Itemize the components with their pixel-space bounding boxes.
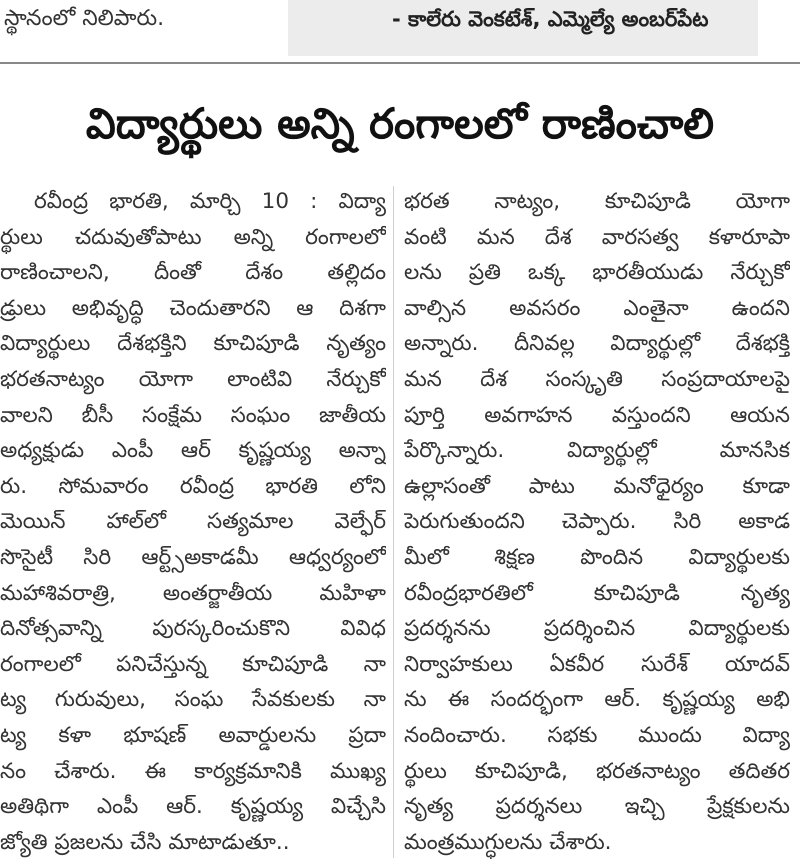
- body-line: ట్య గురువులు, సంఘ సేవకులకు నా: [0, 687, 386, 713]
- article-column-left: [0, 184, 386, 860]
- body-line: పేర్కొన్నారు. విద్యార్థుల్లో మానసిక: [404, 438, 790, 464]
- body-line: అధ్యక్షుడు ఎంపీ ఆర్ కృష్ణయ్య అన్నా: [0, 438, 386, 464]
- body-line: మహాశివరాత్రి, అంతర్జాతీయ మహిళా: [0, 580, 386, 606]
- body-line: రవీంద్ర భారతి, మార్చి 10 : విద్యా: [34, 189, 386, 214]
- section-divider: [0, 62, 800, 64]
- body-line: ఉల్లాసంతో పాటు మనోధైర్యం కూడా: [404, 473, 790, 499]
- body-line: మన దేశ సంస్కృతి సంప్రదాయాలపై: [404, 366, 790, 392]
- body-line: జ్యోతి ప్రజలను చేసి మాటాడుతూ..: [0, 829, 290, 855]
- body-line: భరతనాట్యం యోగా లాంటివి నేర్చుకో: [0, 366, 386, 392]
- body-line: వంటి మన దేశ వారసత్వ కళారూపా: [404, 224, 790, 250]
- body-line: ర్థులు చదువుతోపాటు అన్ని రంగాలలో: [0, 224, 386, 250]
- body-line: ర్థులు కూచిపూడి, భరతనాట్యం తదితర: [404, 758, 790, 784]
- article-column-right: [404, 184, 790, 860]
- body-line: అతిథిగా ఎంపీ ఆర్. కృష్ణయ్య విచ్చేసి: [0, 794, 386, 820]
- body-line: మంత్రముగ్ధులను చేశారు.: [404, 829, 612, 855]
- body-line: వాల్సిన అవసరం ఎంతైనా ఉందని: [404, 295, 790, 321]
- body-line: రాణించాలని, దీంతో దేశం తల్లిదం: [0, 260, 386, 286]
- body-line: ను ఈ సందర్భంగా ఆర్. కృష్ణయ్య అభి: [404, 687, 790, 713]
- column-divider: [393, 186, 394, 858]
- body-line: రవీంద్రభారతిలో కూచిపూడి నృత్య: [404, 580, 790, 606]
- body-line: పూర్తి అవగాహన వస్తుందని ఆయన: [404, 402, 790, 428]
- body-line: రంగాలలో పనిచేస్తున్న కూచిపూడి నా: [0, 651, 386, 677]
- previous-article-text: స్థానంలో నిలిపారు.: [4, 6, 165, 31]
- quote-box: [288, 0, 758, 56]
- previous-article-strip: [0, 0, 800, 62]
- body-line: లను ప్రతి ఒక్క భారతీయుడు నేర్చుకో: [404, 260, 790, 286]
- body-line: డ్రులు అభివృద్ధి చెందుతారని ఆ దిశగా: [0, 295, 386, 321]
- body-line: మీలో శిక్షణ పొందిన విద్యార్థులకు: [404, 544, 790, 570]
- body-line: సొసైటీ సిరి ఆర్ట్స్‌అకాడమీ ఆధ్వర్యంలో: [0, 544, 386, 570]
- body-line: భరత నాట్యం, కూచిపూడి యోగా: [404, 189, 790, 214]
- body-line: దినోత్సవాన్ని పురస్కరించుకొని వివిధ: [0, 616, 386, 642]
- body-line: మెయిన్ హాల్‌లో సత్యమాల వెల్ఫేర్: [0, 509, 386, 535]
- body-line: విద్యార్థులు దేశభక్తిని కూచిపూడి నృత్యం: [0, 331, 386, 357]
- body-line: నిర్వాహకులు ఏకవీర సురేశ్ యాదవ్: [404, 651, 790, 677]
- quote-attribution: - కాలేరు వెంకటేశ్, ఎమ్మెల్యే అంబర్‌పేట: [392, 7, 709, 31]
- body-line: వాలని బీసీ సంక్షేమ సంఘం జాతీయ: [0, 402, 386, 428]
- body-line: అన్నారు. దీనివల్ల విద్యార్థుల్లో దేశభక్తి: [404, 331, 790, 357]
- body-line: ట్య కళా భూషణ్ అవార్డులను ప్రదా: [0, 722, 386, 748]
- body-line: నృత్య ప్రదర్శనలు ఇచ్చి ప్రేక్షకులను: [404, 794, 790, 820]
- body-line: నందించారు. సభకు ముందు విద్యా: [404, 722, 790, 748]
- article-headline: విద్యార్థులు అన్ని రంగాలలో రాణించాలి: [85, 99, 715, 148]
- body-line: ప్రదర్శనను ప్రదర్శించిన విద్యార్థులకు: [404, 616, 790, 642]
- body-line: పెరుగుతుందని చెప్పారు. సిరి అకాడ: [404, 509, 790, 535]
- body-line: రు. సోమవారం రవీంద్ర భారతి లోని: [0, 473, 386, 499]
- body-line: నం చేశారు. ఈ కార్యక్రమానికి ముఖ్య: [0, 758, 386, 784]
